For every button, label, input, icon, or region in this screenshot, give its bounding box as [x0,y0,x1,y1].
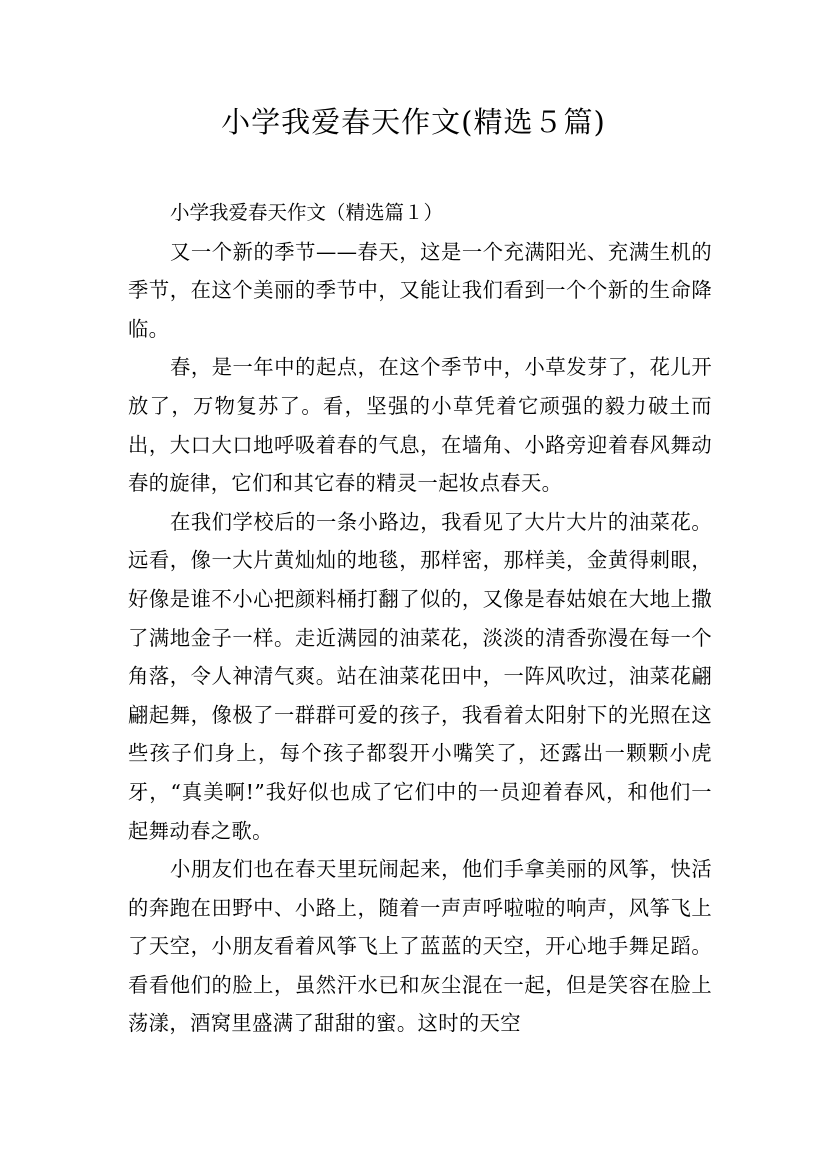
paragraph-1: 又一个新的季节——春天，这是一个充满阳光、充满生机的季节，在这个美丽的季节中，又能让我们看到一个个新的生命降临。 [128,239,712,341]
paragraph-2: 春，是一年中的起点，在这个季节中，小草发芽了，花儿开放了，万物复苏了。看，坚强的小草凭着它顽强的毅力破土而出，大口大口地呼吸着春的气息，在墙角、小路旁迎着春风舞动春的旋律，它们和其它春的精灵一起妆点春天。 [128,355,712,496]
paragraph-3: 在我们学校后的一条小路边，我看见了大片大片的油菜花。远看，像一大片黄灿灿的地毯，那样密，那样美，金黄得刺眼，好像是谁不小心把颜料桶打翻了似的，又像是春姑娘在大地上撒了满地金子一样。走近满园的油菜花，淡淡的清香弥漫在每一个角落，令人神清气爽。站在油菜花田中，一阵风吹过，油菜花翩翩起舞，像极了一群群可爱的孩子，我看着太阳射下的光照在这些孩子们身上，每个孩子都裂开小嘴笑了，还露出一颗颗小虎牙，“真美啊!”我好似也成了它们中的一员迎着春风，和他们一起舞动春之歌。 [128,509,712,843]
document-body [128,194,712,1043]
section-heading: 小学我爱春天作文（精选篇１） [170,201,444,224]
paragraph-4: 小朋友们也在春天里玩闹起来，他们手拿美丽的风筝，快活的奔跑在田野中、小路上，随着一声声呼啦啦的响声，风筝飞上了天空，小朋友看着风筝飞上了蓝蓝的天空，开心地手舞足蹈。看看他们的脸上，虽然汗水已和灰尘混在一起，但是笑容在脸上荡漾，酒窝里盛满了甜甜的蜜。这时的天空 [128,857,712,1036]
document-title: 小学我爱春天作文(精选５篇) [221,105,606,139]
